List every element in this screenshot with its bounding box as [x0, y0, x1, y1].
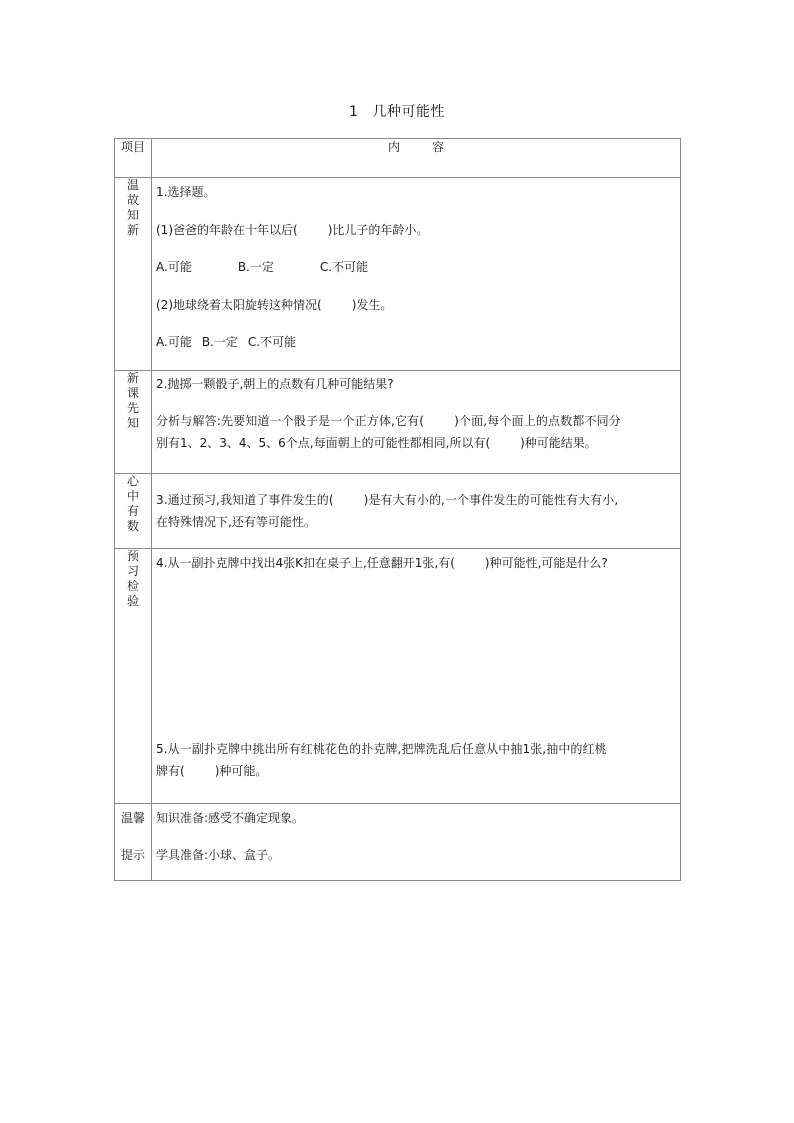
section-preview-label: 新课先知 [126, 371, 139, 430]
table-header-row [115, 139, 681, 178]
section-tips-row [115, 804, 681, 881]
q2-question: 2.抛掷一颗骰子,朝上的点数有几种可能结果? [156, 377, 394, 391]
lesson-title: 几种可能性 [372, 104, 445, 120]
q1-part2-options [156, 334, 676, 350]
option-b: B.一定 [237, 260, 274, 275]
header-item-cell [115, 139, 152, 178]
section-review-row [115, 178, 681, 371]
section-mindful-label: 心中有数 [126, 474, 139, 533]
header-item-label: 项目 [120, 140, 145, 154]
q1-part2: (2)地球绕着太阳旋转这种情况( )发生。 [156, 297, 393, 312]
section-mindful-row [115, 474, 681, 549]
header-content-cell [152, 139, 681, 178]
page-title [0, 101, 794, 121]
header-content-label-a: 内 [387, 140, 400, 154]
lesson-table [114, 138, 681, 881]
q2-analysis-line2: 别有1、2、3、4、5、6个点,每面朝上的可能性都相同,所以有( )种可能结果。 [156, 436, 597, 451]
section-mindful-label-cell [115, 474, 152, 549]
q1-part1: (1)爸爸的年龄在十年以后( )比儿子的年龄小。 [156, 223, 429, 238]
section-check-content [152, 549, 681, 804]
section-check-row [115, 549, 681, 804]
section-preview-content [152, 371, 681, 474]
option-c: C.不可能 [319, 260, 369, 275]
option-b: B.一定 [201, 334, 238, 349]
section-tips-label-cell [115, 804, 152, 881]
section-tips-label-bottom: 提示 [120, 848, 145, 863]
q3-line1: 3.通过预习,我知道了事件发生的( )是有大有小的,一个事件发生的可能性有大有小, [156, 492, 619, 507]
tip-knowledge: 知识准备:感受不确定现象。 [156, 811, 305, 825]
q1-part1-options [156, 259, 676, 275]
option-c: C.不可能 [247, 334, 297, 349]
section-tips-label-top: 温馨 [120, 811, 145, 825]
q5-question-line2: 牌有( )种可能。 [156, 764, 268, 779]
section-mindful-content [152, 474, 681, 549]
section-review-label: 温故知新 [126, 178, 139, 237]
section-review-label-cell [115, 178, 152, 371]
header-content-label-b: 容 [432, 140, 445, 154]
lesson-number: 1 [349, 104, 359, 120]
tip-tools: 学具准备:小球、盒子。 [156, 848, 281, 863]
section-tips-content [152, 804, 681, 881]
section-preview-row [115, 371, 681, 474]
section-check-label: 预习检验 [126, 549, 139, 608]
section-check-label-cell [115, 549, 152, 804]
q3-line2: 在特殊情况下,还有等可能性。 [156, 515, 316, 529]
q4-question: 4.从一副扑克牌中找出4张K扣在桌子上,任意翻开1张,有( )种可能性,可能是什么? [156, 556, 608, 570]
q5-question-line1: 5.从一副扑克牌中挑出所有红桃花色的扑克牌,把牌洗乱后任意从中抽1张,抽中的红桃 [156, 742, 607, 757]
option-a: A.可能 [156, 334, 192, 349]
q2-analysis-line1: 分析与解答:先要知道一个骰子是一个正方体,它有( )个面,每个面上的点数都不同分 [156, 414, 621, 429]
q1-heading: 1.选择题。 [156, 185, 216, 199]
section-review-content [152, 178, 681, 371]
section-preview-label-cell [115, 371, 152, 474]
option-a: A.可能 [156, 260, 192, 275]
